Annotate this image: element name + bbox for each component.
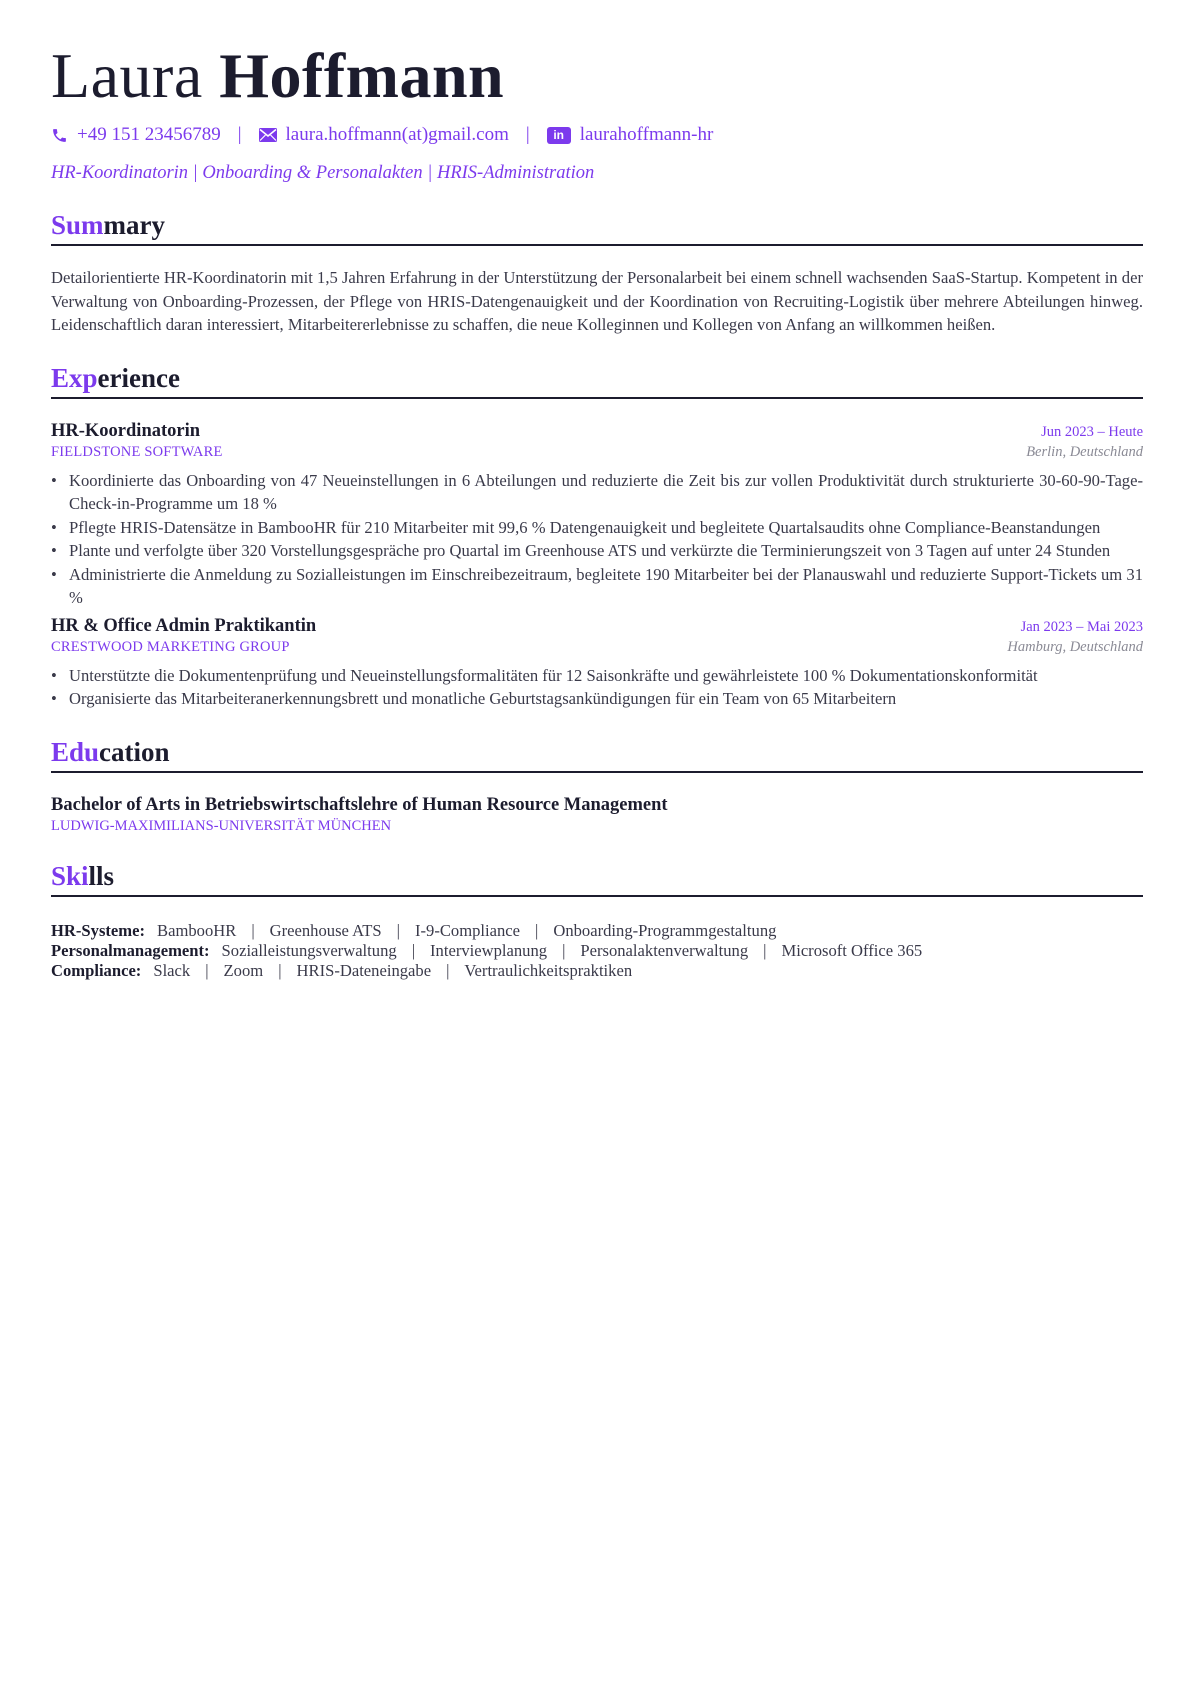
job-header [51,616,1143,637]
job-title: HR & Office Admin Praktikantin [51,615,317,636]
degree: Bachelor of Arts in Betriebswirtschaftslehre of Human Resource Management [51,794,668,815]
job-date: Jan 2023 – Mai 2023 [1020,618,1143,635]
job-subheader [51,444,1143,461]
section-title-rest: erience [97,362,180,393]
bullet-item: • Koordinierte das Onboarding von 47 Neueinstellungen in 6 Abteilungen und reduzierte die Zeit bis zur vollen Produktivität durch strukturierte 30-60-90-Tage-Check-in-Programme um 18 % [69,469,1143,516]
summary-section [51,208,1143,337]
bullet-item: • Pflegte HRIS-Datensätze in BambooHR für 210 Mitarbeiter mit 99,6 % Datengenauigkeit und begleitete Quartalsaudits ohne Compliance-Beanstandungen [69,516,1143,540]
email-address: laura.hoffmann(at)gmail.com [285,124,509,145]
phone-number: +49 151 23456789 [77,124,221,145]
section-title-rest: mary [103,210,166,240]
company-name: CRESTWOOD MARKETING GROUP [51,638,290,655]
skill-group [51,921,1143,941]
job-entry [51,421,1143,610]
skill-separator: | [535,920,539,940]
email-contact[interactable] [259,124,509,146]
skill-item: I-9-Compliance [414,920,521,940]
candidate-name [51,40,1143,112]
section-title-rest: lls [88,860,115,891]
skills-section [51,859,1143,981]
section-title-skills [51,859,1143,897]
education-section [51,735,1143,835]
skill-separator: | [396,920,400,940]
skill-category: HR-Systeme: [51,920,146,940]
contact-separator: | [525,124,530,145]
skill-category: Personalmanagement: [51,940,210,960]
skill-item: Interviewplanung [430,940,548,960]
skill-separator: | [205,960,209,980]
section-title-summary [51,208,1143,246]
job-location: Hamburg, Deutschland [1007,638,1143,655]
section-title-accent: Sum [51,210,104,240]
contact-bar [51,122,1143,148]
skill-group [51,941,1143,961]
experience-section [51,361,1143,711]
skill-item: Vertraulichkeitspraktiken [464,960,633,980]
linkedin-handle: laurahoffmann-hr [579,124,714,145]
contact-separator: | [237,124,242,145]
job-header [51,421,1143,442]
envelope-icon [259,128,277,142]
linkedin-icon: in [547,127,571,144]
section-title-education [51,735,1143,773]
first-name: Laura [51,40,203,111]
section-title-rest: cation [99,736,170,767]
bullet-item: • Unterstützte die Dokumentenprüfung und Neueinstellungsformalitäten für 12 Saisonkräfte und gewährleistete 100 % Dokumentationskonformität [69,664,1143,688]
linkedin-contact[interactable] [547,124,714,146]
education-entry [51,795,1143,835]
skill-separator: | [278,960,282,980]
section-title-experience [51,361,1143,399]
job-location: Berlin, Deutschland [1026,443,1143,460]
skill-item: HRIS-Dateneingabe [296,960,432,980]
skill-separator: | [562,940,566,960]
bullet-item: • Administrierte die Anmeldung zu Sozialleistungen im Einschreibezeitraum, begleitete 190 Mitarbeiter bei der Planauswahl und reduzierte Support-Tickets um 31 % [69,563,1143,610]
section-title-accent: Exp [51,362,98,393]
job-bullets [51,664,1143,711]
last-name: Hoffmann [219,40,505,111]
job-bullets [51,469,1143,610]
skill-item: Slack [153,960,191,980]
skill-item: BambooHR [157,920,237,940]
skill-separator: | [446,960,450,980]
skill-item: Sozialleistungsverwaltung [221,940,397,960]
company-name: FIELDSTONE SOFTWARE [51,443,223,460]
job-subheader [51,639,1143,656]
skill-item: Microsoft Office 365 [781,940,923,960]
school-name: LUDWIG-MAXIMILIANS-UNIVERSITÄT MÜNCHEN [51,817,392,834]
phone-icon [51,127,68,144]
bullet-item: • Plante und verfolgte über 320 Vorstellungsgespräche pro Quartal im Greenhouse ATS und verkürzte die Terminierungszeit von 3 Tagen auf unter 24 Stunden [69,539,1143,563]
skills-list [51,921,1143,981]
skill-separator: | [411,940,416,960]
skill-separator: | [763,940,767,960]
skill-group [51,961,1143,981]
resume-content [51,40,1143,981]
job-entry [51,616,1143,711]
section-title-accent: Ski [51,860,89,891]
phone-contact[interactable] [51,124,221,146]
skill-item: Zoom [223,960,264,980]
skill-item: Greenhouse ATS [269,920,382,940]
bullet-item: • Organisierte das Mitarbeiteranerkennungsbrett und monatliche Geburtstagsankündigungen für ein Team von 65 Mitarbeitern [69,687,1143,711]
tagline: HR-Koordinatorin | Onboarding & Personalakten | HRIS-Administration [51,163,595,183]
skill-category: Compliance: [51,960,142,980]
section-title-accent: Edu [51,736,100,767]
job-title: HR-Koordinatorin [51,420,201,441]
summary-text: Detailorientierte HR-Koordinatorin mit 1,5 Jahren Erfahrung in der Unterstützung der Personalarbeit bei einem schnell wachsenden SaaS-Startup. Kompetent in der Verwaltung von Onboarding-Prozessen, der Pflege von HRIS-Datengenauigkeit und der Koordination von Recruiting-Logistik über mehrere Abteilungen hinweg. Leidenschaftlich daran interessiert, Mitarbeitererlebnisse zu schaffen, die neue Kolleginnen und Kollegen von Anfang an willkommen heißen. [51,268,1143,334]
skill-item: Personalaktenverwaltung [580,940,749,960]
skill-separator: | [251,920,255,940]
job-date: Jun 2023 – Heute [1041,423,1143,440]
skill-item: Onboarding-Programmgestaltung [553,920,777,940]
